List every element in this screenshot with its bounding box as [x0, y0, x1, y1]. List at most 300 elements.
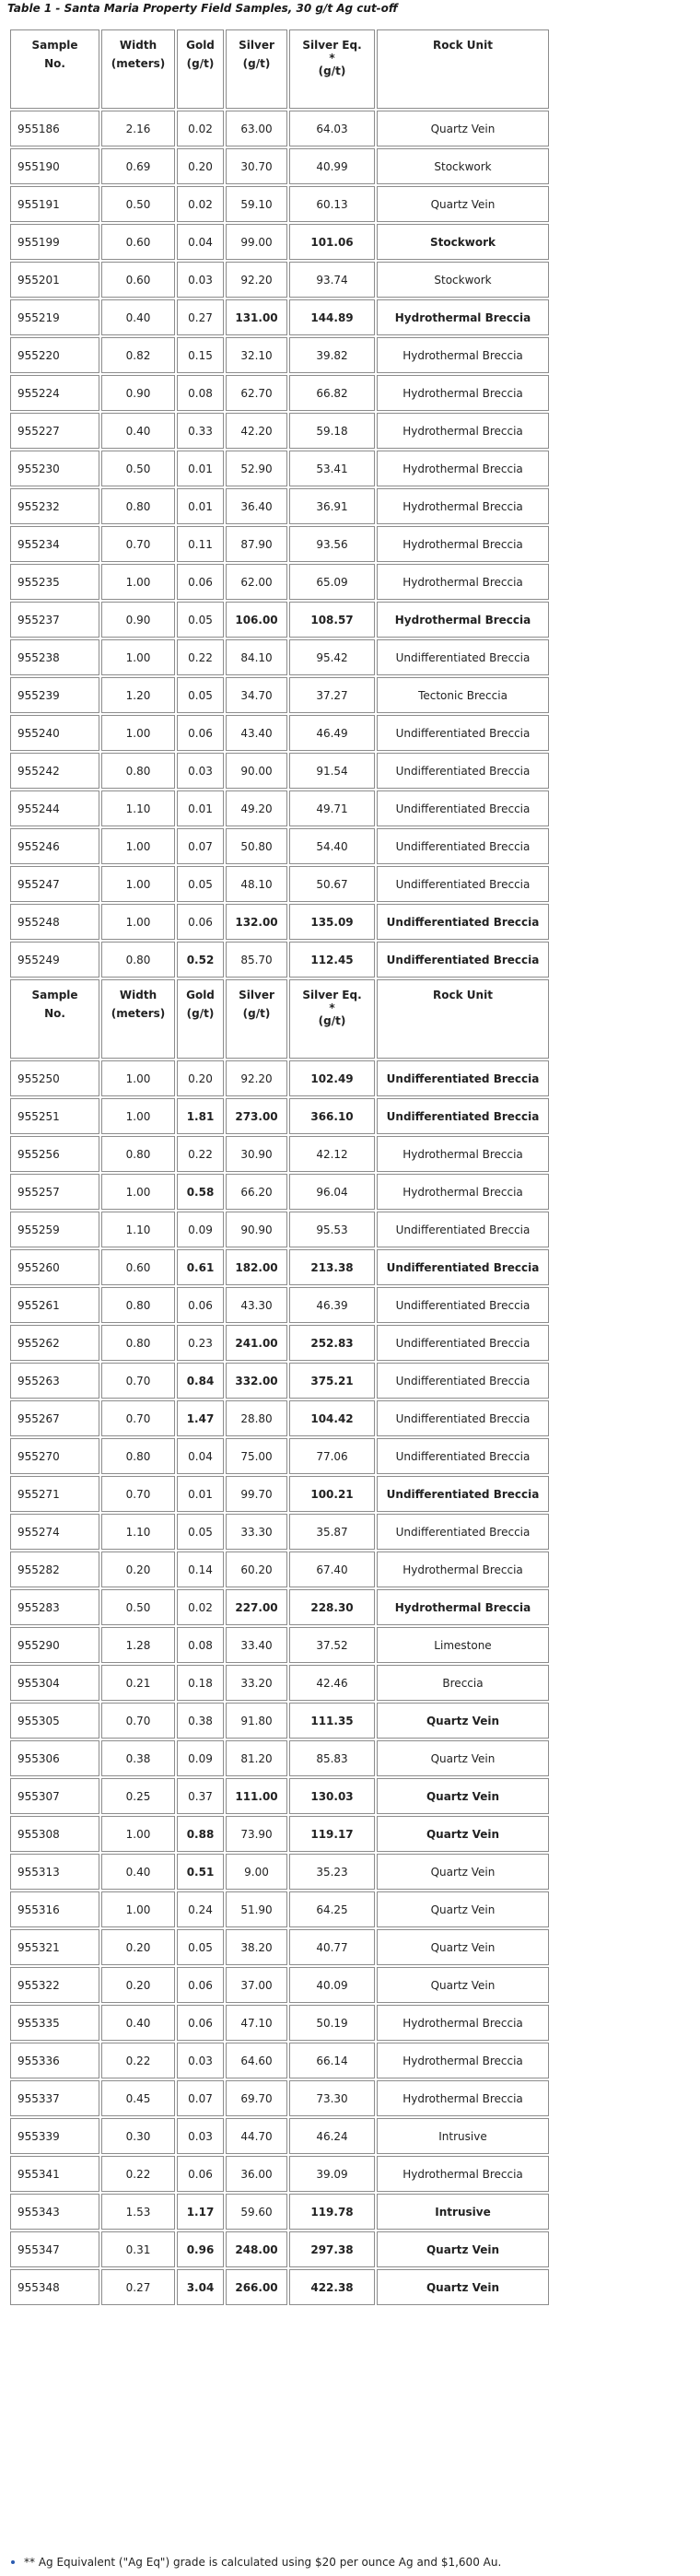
cell-silver-eq: 37.52: [289, 1627, 375, 1663]
cell-rock-unit: Hydrothermal Breccia: [377, 299, 549, 335]
cell-gold: 0.84: [177, 1363, 224, 1399]
cell-silver: 90.90: [226, 1212, 287, 1247]
cell-sample-no: 955304: [10, 1665, 99, 1701]
cell-rock-unit: Hydrothermal Breccia: [377, 564, 549, 600]
table-row: [10, 526, 549, 562]
table-row: [10, 1665, 549, 1701]
cell-width: 0.70: [101, 526, 175, 562]
cell-rock-unit: Quartz Vein: [377, 111, 549, 146]
table-row: [10, 639, 549, 675]
cell-sample-no: 955308: [10, 1816, 99, 1852]
cell-rock-unit: Tectonic Breccia: [377, 677, 549, 713]
header-row: [10, 29, 549, 109]
cell-silver-eq: 375.21: [289, 1363, 375, 1399]
header-line: (g/t): [186, 57, 215, 70]
cell-silver: 32.10: [226, 337, 287, 373]
table-row: [10, 2118, 549, 2154]
cell-sample-no: 955262: [10, 1325, 99, 1361]
cell-sample-no: 955246: [10, 828, 99, 864]
cell-gold: 0.02: [177, 111, 224, 146]
cell-sample-no: 955247: [10, 866, 99, 902]
cell-gold: 0.03: [177, 2043, 224, 2078]
table-row: [10, 262, 549, 298]
cell-gold: 0.06: [177, 715, 224, 751]
cell-silver-eq: 39.09: [289, 2156, 375, 2192]
cell-gold: 0.08: [177, 375, 224, 411]
cell-silver: 92.20: [226, 1060, 287, 1096]
header-line: (g/t): [318, 64, 346, 77]
cell-sample-no: 955263: [10, 1363, 99, 1399]
cell-sample-no: 955337: [10, 2080, 99, 2116]
cell-silver-eq: 112.45: [289, 942, 375, 978]
cell-width: 0.80: [101, 1287, 175, 1323]
cell-rock-unit: Limestone: [377, 1627, 549, 1663]
cell-silver: 43.30: [226, 1287, 287, 1323]
cell-silver: 85.70: [226, 942, 287, 978]
cell-silver-eq: 37.27: [289, 677, 375, 713]
table-row: [10, 1627, 549, 1663]
cell-gold: 0.15: [177, 337, 224, 373]
footnote: [24, 2556, 501, 2569]
cell-gold: 0.37: [177, 1778, 224, 1814]
cell-silver-eq: 46.39: [289, 1287, 375, 1323]
header-line: (g/t): [186, 1007, 215, 1020]
table-row: [10, 1249, 549, 1285]
cell-sample-no: 955306: [10, 1740, 99, 1776]
cell-rock-unit: Intrusive: [377, 2194, 549, 2230]
table-row: [10, 1363, 549, 1399]
cell-rock-unit: Stockwork: [377, 224, 549, 260]
cell-sample-no: 955316: [10, 1891, 99, 1927]
table-row: [10, 186, 549, 222]
cell-sample-no: 955239: [10, 677, 99, 713]
header-line: Gold: [186, 39, 215, 52]
cell-gold: 0.20: [177, 148, 224, 184]
cell-sample-no: 955244: [10, 790, 99, 826]
table-row: [10, 1325, 549, 1361]
cell-width: 2.16: [101, 111, 175, 146]
cell-gold: 0.01: [177, 488, 224, 524]
cell-silver: 248.00: [226, 2231, 287, 2267]
header-line: Width: [119, 39, 158, 52]
cell-rock-unit: Undifferentiated Breccia: [377, 1060, 549, 1096]
cell-silver-eq: 297.38: [289, 2231, 375, 2267]
cell-silver: 73.90: [226, 1816, 287, 1852]
cell-sample-no: 955250: [10, 1060, 99, 1096]
table-row: [10, 2269, 549, 2305]
cell-silver: 69.70: [226, 2080, 287, 2116]
cell-rock-unit: Undifferentiated Breccia: [377, 866, 549, 902]
cell-sample-no: 955343: [10, 2194, 99, 2230]
cell-silver-eq: 77.06: [289, 1438, 375, 1474]
cell-rock-unit: Quartz Vein: [377, 1816, 549, 1852]
cell-rock-unit: Undifferentiated Breccia: [377, 1098, 549, 1134]
cell-rock-unit: Quartz Vein: [377, 1703, 549, 1739]
cell-silver: 52.90: [226, 451, 287, 486]
cell-sample-no: 955220: [10, 337, 99, 373]
cell-sample-no: 955270: [10, 1438, 99, 1474]
cell-silver-eq: 64.25: [289, 1891, 375, 1927]
cell-gold: 0.06: [177, 1287, 224, 1323]
cell-width: 0.21: [101, 1665, 175, 1701]
cell-sample-no: 955248: [10, 904, 99, 940]
cell-silver: 33.30: [226, 1514, 287, 1550]
cell-gold: 0.05: [177, 677, 224, 713]
cell-sample-no: 955235: [10, 564, 99, 600]
cell-gold: 0.18: [177, 1665, 224, 1701]
cell-silver-eq: 95.42: [289, 639, 375, 675]
cell-rock-unit: Undifferentiated Breccia: [377, 790, 549, 826]
cell-silver-eq: 35.23: [289, 1854, 375, 1890]
cell-sample-no: 955336: [10, 2043, 99, 2078]
table-row: [10, 224, 549, 260]
table-row: [10, 1476, 549, 1512]
cell-width: 0.70: [101, 1400, 175, 1436]
cell-width: 0.40: [101, 299, 175, 335]
table-row: [10, 1174, 549, 1210]
cell-rock-unit: Hydrothermal Breccia: [377, 337, 549, 373]
cell-silver-eq: 50.67: [289, 866, 375, 902]
header-row: [10, 979, 549, 1059]
cell-silver-eq: 135.09: [289, 904, 375, 940]
cell-rock-unit: Undifferentiated Breccia: [377, 639, 549, 675]
cell-silver-eq: 50.19: [289, 2005, 375, 2041]
cell-silver: 36.00: [226, 2156, 287, 2192]
cell-silver: 9.00: [226, 1854, 287, 1890]
table-row: [10, 1891, 549, 1927]
cell-width: 0.50: [101, 451, 175, 486]
cell-rock-unit: Hydrothermal Breccia: [377, 2156, 549, 2192]
cell-width: 0.40: [101, 413, 175, 449]
cell-gold: 0.09: [177, 1212, 224, 1247]
cell-width: 0.27: [101, 2269, 175, 2305]
cell-width: 0.69: [101, 148, 175, 184]
table-row: [10, 2156, 549, 2192]
cell-width: 0.70: [101, 1363, 175, 1399]
table-row: [10, 451, 549, 486]
header-line: Silver: [239, 39, 274, 52]
cell-silver-eq: 67.40: [289, 1551, 375, 1587]
table-row: [10, 904, 549, 940]
cell-gold: 0.08: [177, 1627, 224, 1663]
cell-rock-unit: Hydrothermal Breccia: [377, 488, 549, 524]
cell-sample-no: 955260: [10, 1249, 99, 1285]
cell-sample-no: 955283: [10, 1589, 99, 1625]
cell-width: 0.80: [101, 942, 175, 978]
table-row: [10, 488, 549, 524]
cell-silver: 64.60: [226, 2043, 287, 2078]
cell-rock-unit: Undifferentiated Breccia: [377, 1476, 549, 1512]
header-line: (meters): [111, 1007, 166, 1020]
cell-width: 0.60: [101, 1249, 175, 1285]
header-line: Width: [119, 989, 158, 1001]
cell-gold: 0.01: [177, 1476, 224, 1512]
header-sample-no: [10, 29, 99, 109]
cell-rock-unit: Undifferentiated Breccia: [377, 1287, 549, 1323]
cell-silver-eq: 66.82: [289, 375, 375, 411]
table-row: [10, 1514, 549, 1550]
table-row: [10, 866, 549, 902]
cell-sample-no: 955234: [10, 526, 99, 562]
cell-rock-unit: Quartz Vein: [377, 2231, 549, 2267]
cell-gold: 0.33: [177, 413, 224, 449]
cell-width: 0.22: [101, 2156, 175, 2192]
cell-sample-no: 955227: [10, 413, 99, 449]
cell-width: 0.22: [101, 2043, 175, 2078]
cell-silver-eq: 59.18: [289, 413, 375, 449]
table-row: [10, 2005, 549, 2041]
cell-width: 1.00: [101, 828, 175, 864]
cell-sample-no: 955240: [10, 715, 99, 751]
cell-sample-no: 955238: [10, 639, 99, 675]
header-rock-unit: [377, 29, 549, 109]
cell-gold: 0.06: [177, 2005, 224, 2041]
header-line: No.: [44, 57, 65, 70]
cell-silver: 33.40: [226, 1627, 287, 1663]
cell-width: 1.00: [101, 639, 175, 675]
table-row: [10, 790, 549, 826]
cell-silver-eq: 40.77: [289, 1929, 375, 1965]
header-line: Gold: [186, 989, 215, 1001]
footnote-text: ** Ag Equivalent ("Ag Eq") grade is calculated using $20 per ounce Ag and $1,600 Au.: [24, 2556, 502, 2569]
table-row: [10, 337, 549, 373]
cell-width: 1.00: [101, 866, 175, 902]
cell-silver: 50.80: [226, 828, 287, 864]
cell-silver: 106.00: [226, 602, 287, 638]
cell-silver: 36.40: [226, 488, 287, 524]
cell-silver-eq: 40.99: [289, 148, 375, 184]
cell-rock-unit: Quartz Vein: [377, 186, 549, 222]
cell-width: 1.10: [101, 1212, 175, 1247]
table-row: [10, 1854, 549, 1890]
cell-sample-no: 955199: [10, 224, 99, 260]
cell-gold: 0.51: [177, 1854, 224, 1890]
cell-width: 0.70: [101, 1476, 175, 1512]
cell-gold: 0.06: [177, 1967, 224, 2003]
cell-rock-unit: Undifferentiated Breccia: [377, 1363, 549, 1399]
cell-gold: 0.05: [177, 866, 224, 902]
cell-width: 0.40: [101, 2005, 175, 2041]
bullet-icon: [11, 2560, 15, 2564]
cell-rock-unit: Quartz Vein: [377, 1854, 549, 1890]
cell-silver-eq: 65.09: [289, 564, 375, 600]
cell-silver: 132.00: [226, 904, 287, 940]
cell-sample-no: 955257: [10, 1174, 99, 1210]
table-row: [10, 1438, 549, 1474]
cell-gold: 0.04: [177, 1438, 224, 1474]
table-row: [10, 1929, 549, 1965]
cell-silver: 266.00: [226, 2269, 287, 2305]
header-line: Silver Eq.: [302, 39, 362, 52]
cell-rock-unit: Hydrothermal Breccia: [377, 602, 549, 638]
cell-silver-eq: 46.24: [289, 2118, 375, 2154]
cell-sample-no: 955251: [10, 1098, 99, 1134]
cell-gold: 0.05: [177, 602, 224, 638]
cell-silver: 60.20: [226, 1551, 287, 1587]
cell-rock-unit: Quartz Vein: [377, 2269, 549, 2305]
cell-gold: 0.09: [177, 1740, 224, 1776]
cell-rock-unit: Undifferentiated Breccia: [377, 1438, 549, 1474]
cell-rock-unit: Quartz Vein: [377, 1778, 549, 1814]
field-samples-table: [8, 28, 551, 2307]
table-row: [10, 1098, 549, 1134]
cell-sample-no: 955230: [10, 451, 99, 486]
cell-width: 0.20: [101, 1929, 175, 1965]
cell-silver-eq: 35.87: [289, 1514, 375, 1550]
cell-silver-eq: 46.49: [289, 715, 375, 751]
cell-gold: 0.05: [177, 1514, 224, 1550]
cell-width: 0.70: [101, 1703, 175, 1739]
cell-rock-unit: Quartz Vein: [377, 1967, 549, 2003]
table-row: [10, 942, 549, 978]
cell-gold: 0.03: [177, 262, 224, 298]
cell-rock-unit: Hydrothermal Breccia: [377, 1174, 549, 1210]
table-row: [10, 753, 549, 789]
header-width: [101, 979, 175, 1059]
header-line: (g/t): [242, 57, 271, 70]
table-row: [10, 1287, 549, 1323]
cell-gold: 0.06: [177, 2156, 224, 2192]
cell-silver-eq: 42.12: [289, 1136, 375, 1172]
cell-silver: 48.10: [226, 866, 287, 902]
cell-silver-eq: 366.10: [289, 1098, 375, 1134]
cell-width: 0.20: [101, 1967, 175, 2003]
cell-gold: 0.14: [177, 1551, 224, 1587]
table-row: [10, 602, 549, 638]
cell-silver-eq: 104.42: [289, 1400, 375, 1436]
cell-sample-no: 955339: [10, 2118, 99, 2154]
cell-silver: 34.70: [226, 677, 287, 713]
table-caption: Table 1 - Santa Maria Property Field Samples, 30 g/t Ag cut-off: [7, 2, 398, 15]
cell-silver: 111.00: [226, 1778, 287, 1814]
cell-silver: 44.70: [226, 2118, 287, 2154]
cell-width: 0.82: [101, 337, 175, 373]
header-line: Sample: [31, 39, 78, 52]
cell-gold: 0.24: [177, 1891, 224, 1927]
header-gold: [177, 29, 224, 109]
cell-rock-unit: Undifferentiated Breccia: [377, 942, 549, 978]
cell-rock-unit: Undifferentiated Breccia: [377, 904, 549, 940]
header-line: Silver: [239, 989, 274, 1001]
cell-rock-unit: Undifferentiated Breccia: [377, 1400, 549, 1436]
cell-silver-eq: 93.56: [289, 526, 375, 562]
cell-sample-no: 955282: [10, 1551, 99, 1587]
cell-gold: 3.04: [177, 2269, 224, 2305]
header-silver: [226, 979, 287, 1059]
table-row: [10, 148, 549, 184]
cell-sample-no: 955261: [10, 1287, 99, 1323]
cell-rock-unit: Undifferentiated Breccia: [377, 753, 549, 789]
cell-silver-eq: 73.30: [289, 2080, 375, 2116]
cell-silver: 30.70: [226, 148, 287, 184]
table-row: [10, 715, 549, 751]
cell-silver: 49.20: [226, 790, 287, 826]
cell-gold: 0.20: [177, 1060, 224, 1096]
cell-silver-eq: 422.38: [289, 2269, 375, 2305]
header-sample-no: [10, 979, 99, 1059]
cell-silver-eq: 85.83: [289, 1740, 375, 1776]
cell-silver: 33.20: [226, 1665, 287, 1701]
cell-gold: 0.03: [177, 753, 224, 789]
table-row: [10, 1400, 549, 1436]
header-line: Rock Unit: [433, 39, 493, 52]
cell-silver-eq: 49.71: [289, 790, 375, 826]
table-row: [10, 828, 549, 864]
cell-gold: 0.06: [177, 904, 224, 940]
cell-silver: 99.00: [226, 224, 287, 260]
cell-rock-unit: Undifferentiated Breccia: [377, 1212, 549, 1247]
cell-silver-eq: 95.53: [289, 1212, 375, 1247]
header-width: [101, 29, 175, 109]
cell-width: 1.00: [101, 715, 175, 751]
cell-gold: 0.05: [177, 1929, 224, 1965]
cell-rock-unit: Quartz Vein: [377, 1891, 549, 1927]
cell-silver-eq: 66.14: [289, 2043, 375, 2078]
cell-sample-no: 955348: [10, 2269, 99, 2305]
cell-width: 1.28: [101, 1627, 175, 1663]
header-line: *: [329, 52, 335, 64]
cell-silver: 84.10: [226, 639, 287, 675]
cell-sample-no: 955224: [10, 375, 99, 411]
header-line: *: [329, 1001, 335, 1014]
cell-sample-no: 955321: [10, 1929, 99, 1965]
cell-rock-unit: Undifferentiated Breccia: [377, 1325, 549, 1361]
table-row: [10, 1778, 549, 1814]
cell-rock-unit: Hydrothermal Breccia: [377, 375, 549, 411]
cell-silver: 182.00: [226, 1249, 287, 1285]
cell-silver-eq: 39.82: [289, 337, 375, 373]
cell-silver-eq: 42.46: [289, 1665, 375, 1701]
cell-gold: 0.11: [177, 526, 224, 562]
header-line: (g/t): [242, 1007, 271, 1020]
table-row: [10, 375, 549, 411]
table-row: [10, 2231, 549, 2267]
cell-gold: 0.01: [177, 790, 224, 826]
header-silver-eq: [289, 29, 375, 109]
cell-width: 0.60: [101, 224, 175, 260]
cell-silver-eq: 108.57: [289, 602, 375, 638]
cell-silver-eq: 252.83: [289, 1325, 375, 1361]
cell-silver: 62.70: [226, 375, 287, 411]
header-silver: [226, 29, 287, 109]
cell-rock-unit: Undifferentiated Breccia: [377, 1514, 549, 1550]
cell-silver-eq: 130.03: [289, 1778, 375, 1814]
cell-width: 1.00: [101, 1060, 175, 1096]
cell-width: 1.10: [101, 1514, 175, 1550]
cell-sample-no: 955267: [10, 1400, 99, 1436]
cell-silver: 43.40: [226, 715, 287, 751]
cell-rock-unit: Intrusive: [377, 2118, 549, 2154]
cell-silver-eq: 64.03: [289, 111, 375, 146]
cell-silver-eq: 36.91: [289, 488, 375, 524]
cell-gold: 1.17: [177, 2194, 224, 2230]
cell-silver: 131.00: [226, 299, 287, 335]
cell-sample-no: 955305: [10, 1703, 99, 1739]
cell-sample-no: 955219: [10, 299, 99, 335]
cell-silver: 99.70: [226, 1476, 287, 1512]
cell-silver: 37.00: [226, 1967, 287, 2003]
cell-gold: 1.47: [177, 1400, 224, 1436]
cell-silver-eq: 54.40: [289, 828, 375, 864]
header-gold: [177, 979, 224, 1059]
cell-sample-no: 955290: [10, 1627, 99, 1663]
cell-sample-no: 955347: [10, 2231, 99, 2267]
cell-gold: 0.23: [177, 1325, 224, 1361]
cell-silver-eq: 111.35: [289, 1703, 375, 1739]
cell-gold: 0.61: [177, 1249, 224, 1285]
header-line: Silver Eq.: [302, 989, 362, 1001]
cell-silver: 30.90: [226, 1136, 287, 1172]
